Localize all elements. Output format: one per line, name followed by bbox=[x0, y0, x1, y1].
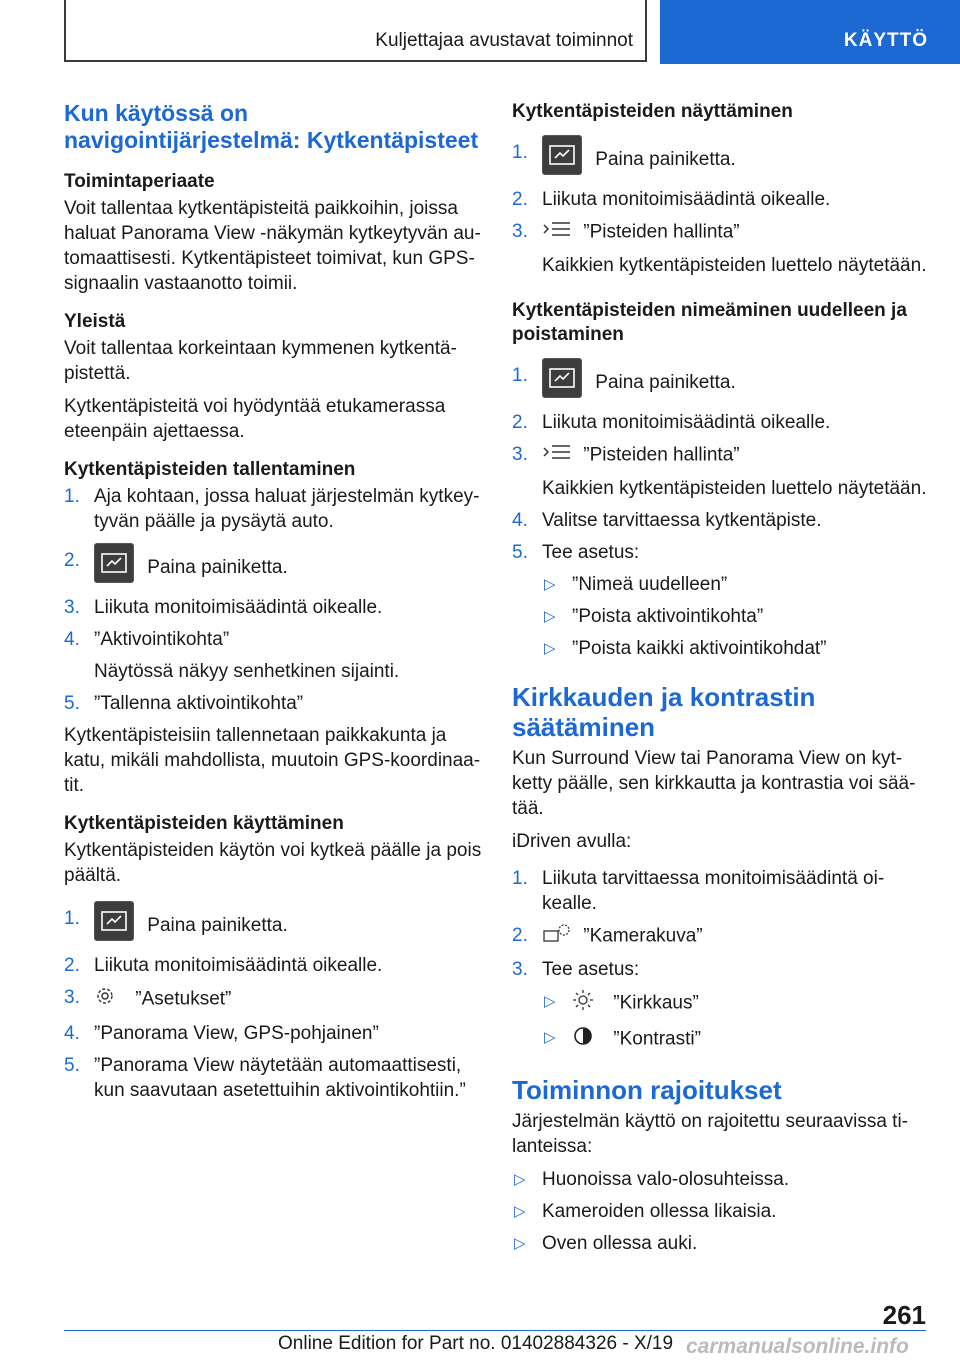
list-icon bbox=[542, 219, 572, 246]
heading-rename-points: Kytkentäpisteiden nimeäminen uudelleen ja poistaminen bbox=[512, 300, 907, 345]
use-text: Kytkentäpisteiden käytön voi kytkeä päälle ja pois päältä. bbox=[64, 840, 482, 886]
triangle-bullet-icon: ▷ bbox=[544, 993, 556, 1010]
camera-settings-icon bbox=[542, 923, 572, 950]
camera-button-icon bbox=[542, 358, 582, 398]
rename-option-3: ▷ ”Poista kaikki aktivointikohdat” bbox=[544, 638, 827, 659]
rename-step-5: 5. Tee asetus: bbox=[512, 542, 640, 563]
save-step-2: 2. Paina painiketta. bbox=[64, 548, 484, 588]
header-section-title: Kuljettajaa avustavat toiminnot bbox=[375, 30, 633, 51]
brightness-text: Kun Surround View tai Panorama View on kyt-ketty päälle, sen kirkkautta ja kontrastia voi sää-tää. bbox=[512, 748, 916, 819]
heading-use-points: Kytkentäpisteiden käyttäminen bbox=[64, 813, 344, 834]
bright-option-2: ▷ ”Kontrasti” bbox=[542, 1025, 932, 1054]
page-number: 261 bbox=[882, 1300, 926, 1330]
heading-principle: Toimintaperiaate bbox=[64, 171, 215, 192]
show-step-2: 2. Liikuta monitoimisäädintä oikealle. bbox=[512, 189, 831, 210]
triangle-bullet-icon: ▷ bbox=[514, 1235, 526, 1252]
use-step-2: 2. Liikuta monitoimisäädintä oikealle. bbox=[64, 955, 383, 976]
use-step-1: 1. Paina painiketta. bbox=[64, 906, 484, 946]
triangle-bullet-icon: ▷ bbox=[514, 1171, 526, 1188]
triangle-bullet-icon: ▷ bbox=[544, 1029, 556, 1046]
triangle-bullet-icon: ▷ bbox=[514, 1203, 526, 1220]
gear-icon bbox=[94, 985, 124, 1014]
bright-step-1: 1. Liikuta tarvittaessa monitoimisäädintä oi-kealle. bbox=[512, 868, 885, 914]
header-chapter-tab bbox=[660, 0, 960, 64]
camera-button-icon bbox=[94, 901, 134, 941]
section-title-switch-points: Kun käytössä on navigointijärjestelmä: Kytkentäpisteet bbox=[64, 100, 479, 153]
camera-button-icon bbox=[94, 543, 134, 583]
heading-show-points: Kytkentäpisteiden näyttäminen bbox=[512, 101, 793, 122]
heading-save-points: Kytkentäpisteiden tallentaminen bbox=[64, 459, 356, 480]
bright-step-2: 2. ”Kamerakuva” bbox=[512, 923, 932, 950]
header-chapter-title: KÄYTTÖ bbox=[843, 30, 928, 51]
save-step-5: 5. ”Tallenna aktivointikohta” bbox=[64, 693, 304, 714]
save-step-3: 3. Liikuta monitoimisäädintä oikealle. bbox=[64, 597, 383, 618]
header-section-box bbox=[64, 0, 647, 62]
triangle-bullet-icon: ▷ bbox=[544, 608, 556, 625]
save-step-4: 4. ”Aktivointikohta” Näytössä näkyy senhetkinen sijainti. bbox=[64, 629, 400, 682]
save-step-1: 1. Aja kohtaan, jossa haluat järjestelmän kytkey-tyvän päälle ja pysäytä auto. bbox=[64, 486, 480, 532]
rename-step-2: 2. Liikuta monitoimisäädintä oikealle. bbox=[512, 412, 831, 433]
watermark: carmanualsonline.info bbox=[686, 1335, 909, 1358]
footer-divider bbox=[64, 1330, 926, 1331]
right-column bbox=[512, 100, 932, 1263]
bright-step-3: 3. Tee asetus: bbox=[512, 959, 640, 980]
bright-option-1: ▷ ”Kirkkaus” bbox=[542, 989, 932, 1018]
limit-item-2: ▷ Kameroiden ollessa likaisia. bbox=[514, 1201, 777, 1222]
principle-text: Voit tallentaa kytkentäpisteitä paikkoihin, joissa haluat Panorama View -näkymän kytkeytyvän au-tomaattisesti. Kytkentäpisteet toimivat, kun GPS-signaalin vastaanotto toimii. bbox=[64, 198, 481, 294]
section-title-limits: Toiminnon rajoitukset bbox=[512, 1075, 782, 1105]
contrast-icon bbox=[572, 1025, 602, 1054]
general-text-2: Kytkentäpisteitä voi hyödyntää etukamerassa eteenpäin ajettaessa. bbox=[64, 396, 446, 442]
sun-icon bbox=[572, 989, 602, 1018]
heading-general: Yleistä bbox=[64, 311, 126, 332]
use-step-5: 5. ”Panorama View näytetään automaattisesti, kun saavutaan asetettuihin aktivointikohtiin.” bbox=[64, 1055, 466, 1101]
rename-step-4: 4. Valitse tarvittaessa kytkentäpiste. bbox=[512, 510, 822, 531]
show-step-3: 3. ”Pisteiden hallinta” Kaikkien kytkentäpisteiden luettelo näytetään. bbox=[512, 221, 927, 276]
left-column bbox=[64, 100, 484, 1110]
limit-item-3: ▷ Oven ollessa auki. bbox=[514, 1233, 698, 1254]
idrive-text: iDriven avulla: bbox=[512, 831, 632, 852]
rename-step-3: 3. ”Pisteiden hallinta” Kaikkien kytkentäpisteiden luettelo näytetään. bbox=[512, 444, 927, 499]
rename-step-1: 1. Paina painiketta. bbox=[512, 363, 932, 403]
use-step-4: 4. ”Panorama View, GPS-pohjainen” bbox=[64, 1023, 379, 1044]
save-note: Kytkentäpisteisiin tallennetaan paikkakunta ja katu, mikäli mahdollista, muutoin GPS-koordinaa-tit. bbox=[64, 725, 481, 796]
general-text-1: Voit tallentaa korkeintaan kymmenen kytkentä-pistettä. bbox=[64, 338, 457, 384]
use-step-3: 3. ”Asetukset” bbox=[64, 985, 484, 1014]
triangle-bullet-icon: ▷ bbox=[544, 576, 556, 593]
limit-item-1: ▷ Huonoissa valo-olosuhteissa. bbox=[514, 1169, 790, 1190]
show-step-1: 1. Paina painiketta. bbox=[512, 140, 932, 180]
footer-edition: Online Edition for Part no. 01402884326 - X/19 bbox=[278, 1333, 674, 1354]
triangle-bullet-icon: ▷ bbox=[544, 640, 556, 657]
list-icon bbox=[542, 442, 572, 469]
camera-button-icon bbox=[542, 135, 582, 175]
rename-option-2: ▷ ”Poista aktivointikohta” bbox=[544, 606, 764, 627]
rename-option-1: ▷ ”Nimeä uudelleen” bbox=[544, 574, 728, 595]
section-title-brightness: Kirkkauden ja kontrastin säätäminen bbox=[512, 682, 816, 742]
limits-text: Järjestelmän käyttö on rajoitettu seuraavissa ti-lanteissa: bbox=[512, 1111, 909, 1157]
